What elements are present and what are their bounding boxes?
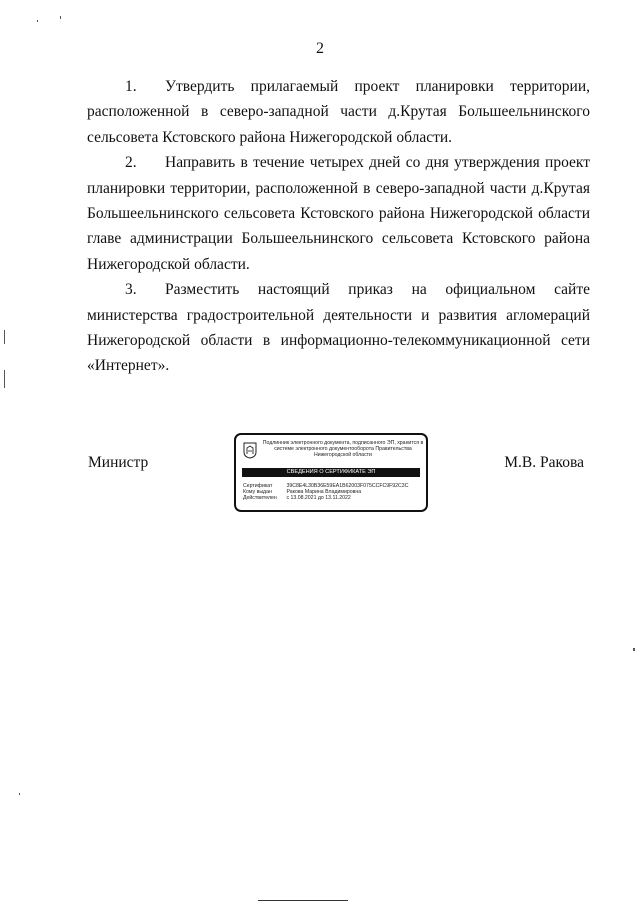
coat-of-arms-icon xyxy=(243,442,257,459)
footer-rule xyxy=(258,900,348,901)
paragraph-3 xyxy=(87,277,590,379)
scan-mark xyxy=(633,648,635,651)
issued-to-label: Кому выдан xyxy=(243,489,272,496)
paragraph-text: Утвердить прилагаемый проект планировки территории, расположенной в северо-западной части д.Крутая Большеельнинского сельсовета Кстовского района Нижегородской области. xyxy=(87,78,590,146)
paragraph-1 xyxy=(87,74,590,150)
e-signature-stamp xyxy=(234,433,428,512)
scan-mark xyxy=(19,793,20,795)
scan-mark xyxy=(4,330,5,344)
validity-row xyxy=(243,495,423,501)
paragraph-number: 3. xyxy=(125,281,137,299)
page-number: 2 xyxy=(316,40,324,57)
certificate-label: Сертификат xyxy=(243,483,273,489)
signer-name: М.В. Ракова xyxy=(504,454,584,471)
paragraph-number: 1. xyxy=(125,78,137,95)
paragraph-number: 2. xyxy=(125,154,137,172)
paragraph-text: Разместить настоящий приказ на официальном сайте министерства градостроительной деятельности и развития агломераций Нижегородской области в информационно-телекоммуникационной сети «Интернет». xyxy=(87,281,590,375)
validity-value: с 13.08.2021 до 13.11.2022 xyxy=(286,495,351,502)
certificate-value: 39C8E4L30B36E59EA1B62003F075CCFC9F92C3C xyxy=(286,483,409,489)
paragraph-2 xyxy=(87,150,590,277)
scan-mark xyxy=(4,370,5,388)
validity-label: Действителен xyxy=(243,495,277,502)
document-body xyxy=(87,74,590,379)
scan-mark xyxy=(37,20,38,22)
stamp-header: СВЕДЕНИЯ О СЕРТИФИКАТЕ ЭП xyxy=(242,468,420,477)
paragraph-text: Направить в течение четырех дней со дня утверждения проект планировки территории, расположенной в северо-западной части д.Крутая Большеельнинского сельсовета Кстовского района Нижегородской области главе администрации Большеельнинского сельсовета Кстовского района Нижегородской области. xyxy=(87,154,590,273)
issued-to-value: Ракова Марина Владимировна xyxy=(286,489,362,496)
scan-mark xyxy=(60,16,61,19)
signature-block xyxy=(0,433,640,517)
signer-position: Министр xyxy=(88,454,149,471)
stamp-details xyxy=(243,483,423,502)
stamp-notice: Подлинник электронного документа, подписанного ЭП, хранится в системе электронного документооборота Правительства Нижегородской области xyxy=(262,440,424,459)
